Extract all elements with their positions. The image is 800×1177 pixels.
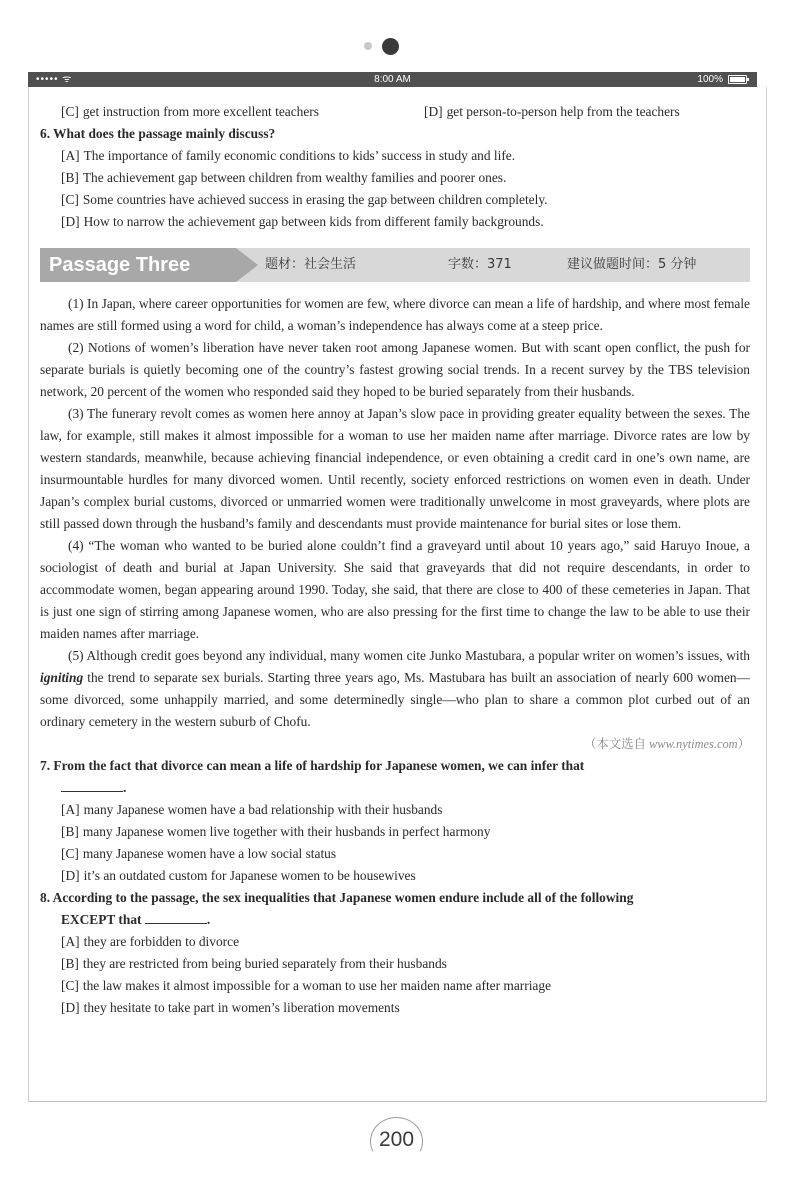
answer-blank <box>145 911 207 924</box>
question-8: 8. According to the passage, the sex inequalities that Japanese women endure include all of the following <box>40 890 634 905</box>
q8-option-d[interactable]: [D] they hesitate to take part in women’s liberation movements <box>61 1000 400 1015</box>
q7-option-d[interactable]: [D] it’s an outdated custom for Japanese women to be housewives <box>61 868 416 883</box>
status-bar <box>28 72 757 87</box>
q7-option-c[interactable]: [C] many Japanese women have a low social status <box>61 846 337 861</box>
question-7-blank: . <box>40 777 750 799</box>
emphasized-word: igniting <box>40 670 84 685</box>
battery-percent: 100% <box>697 74 723 85</box>
page-dot-inactive <box>364 42 372 50</box>
q7-option-a[interactable]: [A] many Japanese women have a bad relationship with their husbands <box>61 802 443 817</box>
question-6: 6. What does the passage mainly discuss? <box>40 126 276 141</box>
battery-icon <box>728 75 747 84</box>
option-c[interactable]: [C] get instruction from more excellent teachers <box>61 104 319 119</box>
passage-title: Passage Three <box>49 254 191 276</box>
passage-time: 建议做题时间：5 分钟 <box>567 257 697 272</box>
page-number-badge <box>370 1117 423 1166</box>
page-dot-active <box>382 38 399 55</box>
q8-option-b[interactable]: [B] they are restricted from being buried separately from their husbands <box>61 956 447 971</box>
page-indicator <box>362 38 402 54</box>
q6-option-c[interactable]: [C] Some countries have achieved success in erasing the gap between children completely. <box>61 192 548 207</box>
q8-option-c[interactable]: [C] the law makes it almost impossible for a woman to use her maiden name after marriage <box>61 978 552 993</box>
passage-header <box>40 247 750 283</box>
signal-indicator: ••••• ᯤ <box>36 74 73 85</box>
paragraph-4: (4) “The woman who wanted to be buried alone couldn’t find a graveyard until about 10 years ago,” said Haruyo Inoue, a sociologist of death and burial at Japan University. She said that graveyards that did not require descendants, in order to accommodate women, began appearing around 1990. Today, she said, that there are close to 400 of these cemeteries in Japan. That is just one sign of stirring among Japanese women, who are also pressing for the first time to change the law to be able to use their maiden names after marriage. <box>40 538 750 641</box>
q7-option-b[interactable]: [B] many Japanese women live together with their husbands in perfect harmony <box>61 824 491 839</box>
q5-remaining-options <box>40 101 750 123</box>
page-content <box>40 101 750 1019</box>
battery-indicator <box>697 72 747 87</box>
source-note: （本文选自 www.nytimes.com） <box>583 737 750 751</box>
option-d[interactable]: [D] get person-to-person help from the teachers <box>424 104 680 119</box>
paragraph-1: (1) In Japan, where career opportunities for women are few, where divorce can mean a life of hardship, and where most female names are still formed using a word for child, a woman’s independence has always come at a steep price. <box>40 296 750 333</box>
q8-option-a[interactable]: [A] they are forbidden to divorce <box>61 934 240 949</box>
q6-option-b[interactable]: [B] The achievement gap between children from wealthy families and poorer ones. <box>61 170 507 185</box>
q6-option-d[interactable]: [D] How to narrow the achievement gap between kids from different family backgrounds. <box>61 214 544 229</box>
paragraph-5: (5) Although credit goes beyond any individual, many women cite Junko Mastubara, a popular writer on women’s issues, with igniting the trend to separate sex burials. Starting three years ago, Ms. Mastubara has built an association of nearly 600 women—some divorced, some unhappily married, and some determinedly single—who plan to share a common plot curbed out of an ordinary cemetery in the western suburb of Chofu. <box>40 648 750 729</box>
question-7: 7. From the fact that divorce can mean a life of hardship for Japanese women, we can infer that <box>40 758 585 773</box>
passage-topic: 题材：社会生活 <box>265 257 357 272</box>
answer-blank <box>61 779 123 792</box>
question-8-line2: EXCEPT that . <box>61 912 211 927</box>
passage-word-count: 字数：371 <box>448 257 512 272</box>
arrow-icon <box>236 248 258 282</box>
paragraph-3: (3) The funerary revolt comes as women here annoy at Japan’s slow pace in providing greater equality between the sexes. The law, for example, still makes it almost impossible for a woman to use her maiden name after marriage. Divorce rates are low by western standards, meanwhile, because achieving financial independence, or even obtaining a credit card in one’s own name, are insurmountable hurdles for many divorced women. Until recently, society enforced restrictions on women even in death. Under Japan’s complex burial customs, divorced or unmarried women were traditionally unwelcome in most graveyards, where plots are still passed down through the husband’s family and descendants must provide maintenance for burial sites or lose them. <box>40 406 750 531</box>
q6-option-a[interactable]: [A] The importance of family economic conditions to kids’ success in study and life. <box>61 148 516 163</box>
page-number: 200 <box>378 1128 415 1151</box>
status-time: 8:00 AM <box>374 74 411 85</box>
paragraph-2: (2) Notions of women’s liberation have never taken root among Japanese women. But with scant open conflict, the push for separate burials is quietly becoming one of the country’s fastest growing social trends. In a recent survey by the TBS television network, 20 percent of the women who responded said they hoped to be buried separately from their husbands. <box>40 340 750 399</box>
